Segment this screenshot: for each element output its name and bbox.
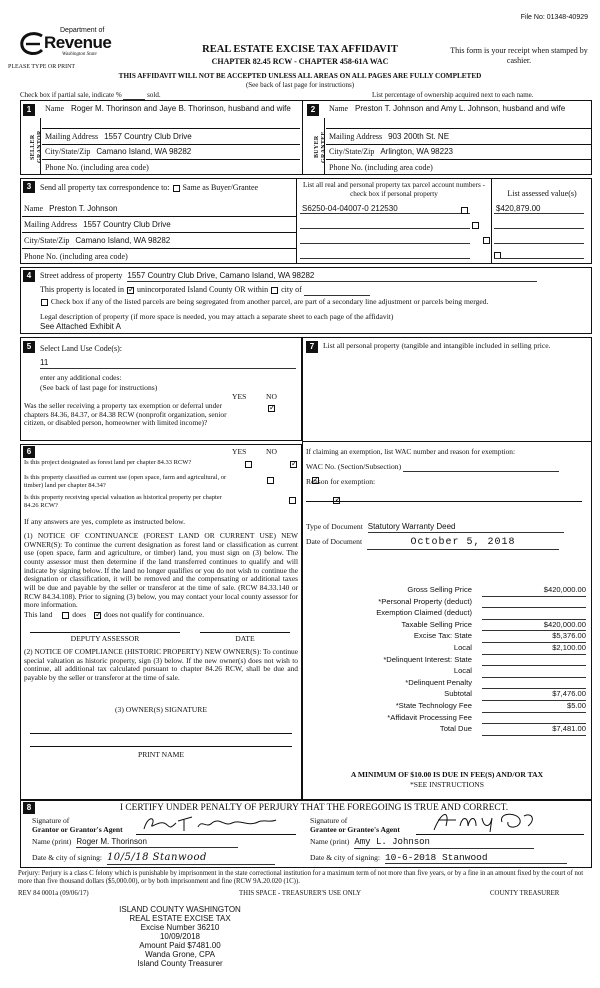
please-type: PLEASE TYPE OR PRINT bbox=[8, 64, 76, 70]
s3-city-row bbox=[24, 236, 170, 246]
section-8-number: 8 bbox=[23, 802, 35, 814]
same-as-buyer-label: Same as Buyer/Grantee bbox=[182, 183, 259, 192]
same-as-buyer-checkbox[interactable] bbox=[173, 185, 180, 192]
tax-row-label: Subtotal bbox=[444, 689, 472, 699]
county-treasurer-label: COUNTY TREASURER bbox=[490, 890, 560, 897]
s3-address-label: Mailing Address bbox=[24, 220, 78, 229]
stamp-line: Amount Paid $7481.00 bbox=[139, 940, 221, 950]
tax-row-label: Gross Selling Price bbox=[407, 585, 472, 594]
doc-type-value[interactable]: Statutory Warranty Deed bbox=[368, 522, 564, 533]
buyer-address-value[interactable]: 903 200th St. NE bbox=[388, 132, 450, 141]
stamp-line: Island County Treasurer bbox=[137, 958, 223, 968]
section-2-number: 2 bbox=[307, 104, 319, 116]
seller-phone-label[interactable]: Phone No. (including area code) bbox=[45, 163, 149, 172]
parcel-2-personal-checkbox[interactable] bbox=[472, 222, 479, 229]
exemption-question: Was the seller receiving a property tax exemption or deferral under chapters 84.36, 84.37, or 84.38 RCW (nonprofit organization, senior citizen, or disabled person, homeowner with limited income)? bbox=[24, 401, 227, 428]
current-use-question: Is this property classified as current use (open space, farm and agricultural, or timber) land per chapter 84.34? bbox=[24, 474, 227, 489]
s6-no-label: NO bbox=[266, 447, 277, 456]
street-address-row bbox=[40, 271, 580, 282]
additional-codes-label: enter any additional codes: bbox=[40, 373, 122, 382]
tax-row-value[interactable] bbox=[482, 655, 586, 667]
grantor-name-row bbox=[32, 837, 238, 848]
forest-question: Is this project designated as forest land per chapter 84.33 RCW? bbox=[24, 459, 192, 466]
tax-row-value[interactable] bbox=[482, 608, 586, 620]
correspondence-label: Send all property tax correspondence to: bbox=[40, 183, 170, 192]
partial-sale-suffix: sold. bbox=[147, 91, 161, 99]
if-yes-note: If any answers are yes, complete as instructed below. bbox=[24, 517, 186, 526]
receipt-note: This form is your receipt when stamped by cashier. bbox=[450, 46, 588, 65]
grantor-sig-label-a: Signature of bbox=[32, 816, 70, 825]
grantee-name-print-label: Name (print) bbox=[310, 837, 350, 846]
buyer-address-label: Mailing Address bbox=[329, 132, 383, 141]
tax-row-value[interactable]: $7,476.00 bbox=[482, 689, 586, 701]
does-not-label: does not qualify for continuance. bbox=[104, 610, 205, 619]
tax-row-label: Exemption Claimed (deduct) bbox=[376, 608, 472, 618]
grantor-agent-label: Grantor or Grantor's Agent bbox=[32, 824, 123, 834]
s5-see-back: (See back of last page for instructions) bbox=[40, 383, 158, 392]
tax-row-value[interactable] bbox=[482, 713, 586, 725]
tax-row bbox=[306, 724, 586, 736]
tax-row bbox=[306, 713, 586, 725]
legal-description-label: Legal description of property (if more space is needed, you may attach a separate sheet to each page of the affidavit) bbox=[40, 312, 394, 321]
seller-address-value[interactable]: 1557 Country Club Drive bbox=[104, 132, 192, 141]
stamp-line: Wanda Grone, CPA bbox=[145, 949, 215, 959]
parcel-1-personal-checkbox[interactable] bbox=[461, 207, 468, 214]
tax-row-value[interactable]: $5.00 bbox=[482, 701, 586, 713]
certify-statement: I CERTIFY UNDER PENALTY OF PERJURY THAT THE FOREGOING IS TRUE AND CORRECT. bbox=[119, 803, 509, 813]
located-label: This property is located in bbox=[40, 285, 124, 294]
stamp-line: 10/09/2018 bbox=[159, 931, 201, 941]
does-label: does bbox=[72, 610, 87, 619]
grantee-signature-label bbox=[310, 817, 400, 834]
logo-word: Revenue bbox=[44, 33, 112, 52]
seller-name-value[interactable]: Roger M. Thorinson and Jaye B. Thorinson, husband and wife bbox=[71, 104, 291, 113]
grantor-date-row bbox=[32, 852, 275, 865]
tax-row-label: *Delinquent Penalty bbox=[405, 677, 472, 687]
street-address-label: Street address of property bbox=[40, 271, 123, 280]
section-7-number: 7 bbox=[306, 341, 318, 353]
tax-row-label: Local bbox=[453, 666, 472, 676]
seller-city-value[interactable]: Camano Island, WA 98282 bbox=[96, 147, 192, 156]
buyer-city-row bbox=[329, 147, 453, 157]
grantor-name-print-label: Name (print) bbox=[32, 837, 72, 846]
s6-yes-label: YES bbox=[232, 447, 247, 456]
buyer-phone-label[interactable]: Phone No. (including area code) bbox=[329, 163, 433, 172]
wac-claim-label: If claiming an exemption, list WAC number and reason for exemption: bbox=[306, 447, 516, 456]
buyer-name-row bbox=[329, 104, 587, 114]
wac-no-row bbox=[306, 462, 559, 472]
grantee-signature-line[interactable] bbox=[416, 834, 584, 835]
tax-row-label: *Personal Property (deduct) bbox=[378, 596, 472, 606]
assessor-date-label: DATE bbox=[235, 634, 255, 643]
stamp-line: ISLAND COUNTY WASHINGTON bbox=[119, 905, 241, 914]
does-qualify-checkbox[interactable] bbox=[62, 612, 69, 619]
tax-row-value[interactable]: $420,000.00 bbox=[482, 585, 586, 597]
tax-row-value[interactable]: $2,100.00 bbox=[482, 643, 586, 655]
doc-date-label: Date of Document bbox=[306, 537, 363, 546]
buyer-city-value[interactable]: Arlington, WA 98223 bbox=[380, 147, 453, 156]
grantee-date-label: Date & city of signing: bbox=[310, 853, 381, 862]
compliance-notice: (2) NOTICE OF COMPLIANCE (HISTORIC PROPERTY) NEW OWNER(S): To continue special valuation as historic property, sign (3) below. If the new owner(s) does not wish to continue, all additional tax calculated pursuant to chapter 84.26 RCW, shall be due and payable by the seller or transferor at the time of sale. bbox=[24, 647, 298, 682]
ownership-pct-note: List percentage of ownership acquired next to each name. bbox=[372, 91, 534, 99]
s5-no-label: NO bbox=[266, 392, 277, 401]
tax-row bbox=[306, 643, 586, 655]
tax-row bbox=[306, 620, 586, 632]
seller-address-row bbox=[45, 132, 192, 142]
city-of-checkbox[interactable] bbox=[271, 287, 278, 294]
legal-description-value[interactable]: See Attached Exhibit A bbox=[40, 322, 121, 331]
tax-row-label: Total Due bbox=[439, 724, 472, 734]
s3-city-label: City/State/Zip bbox=[24, 236, 70, 245]
current-use-yes-checkbox[interactable] bbox=[267, 477, 274, 484]
minimum-fee-note: A MINIMUM OF $10.00 IS DUE IN FEE(S) AND/OR TAX bbox=[350, 770, 544, 779]
tax-row-label: *Affidavit Processing Fee bbox=[387, 712, 472, 722]
grantor-date-value[interactable]: 10/5/18 Stanwood bbox=[107, 852, 275, 865]
see-back-note: (See back of last page for instructions) bbox=[245, 81, 355, 89]
tax-row-value[interactable]: $7,481.00 bbox=[482, 724, 586, 736]
grantee-date-row bbox=[310, 852, 567, 864]
tax-row bbox=[306, 701, 586, 713]
tax-row-value[interactable] bbox=[482, 678, 586, 690]
seller-city-row bbox=[45, 147, 191, 157]
tax-row bbox=[306, 689, 586, 701]
logo-line1: Department of bbox=[60, 27, 105, 34]
section-3-number: 3 bbox=[23, 181, 35, 193]
tax-row bbox=[306, 585, 586, 597]
personal-property-label: List all personal property (tangible and intangible included in selling price. bbox=[323, 341, 551, 350]
grantee-name-value[interactable]: Amy L. Johnson bbox=[354, 837, 534, 849]
treasurer-space-label: THIS SPACE - TREASURER'S USE ONLY bbox=[239, 890, 361, 897]
tax-row-value[interactable]: $420,000.00 bbox=[482, 620, 586, 632]
dor-logo bbox=[16, 24, 126, 64]
tax-row bbox=[306, 678, 586, 690]
city-of-label: city of bbox=[281, 285, 302, 294]
form-title: REAL ESTATE EXCISE TAX AFFIDAVIT bbox=[202, 44, 398, 55]
owner-signature-label: (3) OWNER(S) SIGNATURE bbox=[115, 705, 207, 714]
parcel-header: List all real and personal property tax parcel account numbers - check box if personal property bbox=[302, 181, 485, 198]
tax-row bbox=[306, 631, 586, 643]
logo-swoosh-icon bbox=[18, 30, 46, 58]
exemption-reason-label: Reason for exemption: bbox=[306, 477, 376, 486]
logo-line3: Washington State bbox=[62, 52, 97, 57]
seller-side-label: SELLER GRANTOR bbox=[30, 130, 44, 164]
grantee-sig-label-a: Signature of bbox=[310, 816, 348, 825]
does-not-qualify-checkbox[interactable] bbox=[94, 612, 101, 619]
segregated-label: Check box if any of the listed parcels are being segregated from another parcel, are part of a secondary line adjustment or parcels being merged. bbox=[50, 297, 489, 306]
land-use-value[interactable]: 11 bbox=[40, 358, 296, 369]
tax-row-value[interactable]: $5,376.00 bbox=[482, 631, 586, 643]
parcel-1-value[interactable]: $420,879.00 bbox=[496, 204, 541, 213]
this-land-label: This land bbox=[24, 610, 53, 619]
s3-address-row bbox=[24, 220, 171, 230]
forest-yes-checkbox[interactable] bbox=[245, 461, 252, 468]
assessed-header: List assessed value(s) bbox=[507, 189, 577, 198]
s3-city-value[interactable]: Camano Island, WA 98282 bbox=[75, 236, 171, 245]
perjury-statement: Perjury: Perjury is a class C felony which is punishable by imprisonment in the state correctional institution for a maximum term of not more than five years, or by a fine in an amount fixed by the court of not more than five thousand dollars ($5,000.00), or by both imprisonment and fine (RCW 9A.20.020 (1C)). bbox=[18, 870, 584, 886]
buyer-side-label: BUYER GRANTEE bbox=[314, 131, 328, 163]
tax-row-label: Excise Tax: State bbox=[413, 631, 472, 641]
s3-address-value[interactable]: 1557 Country Club Drive bbox=[83, 220, 171, 229]
form-revision: REV 84 0001a (09/06/17) bbox=[18, 890, 89, 897]
tax-row bbox=[306, 608, 586, 620]
segregated-checkbox[interactable] bbox=[41, 299, 48, 306]
print-name-label: PRINT NAME bbox=[137, 750, 185, 759]
seller-address-label: Mailing Address bbox=[45, 132, 99, 141]
wac-no-label: WAC No. (Section/Subsection) bbox=[306, 462, 402, 471]
doc-type-label: Type of Document bbox=[306, 522, 363, 531]
warning-text: THIS AFFIDAVIT WILL NOT BE ACCEPTED UNLESS ALL AREAS ON ALL PAGES ARE FULLY COMPLETED bbox=[118, 72, 482, 80]
section-6-number: 6 bbox=[23, 446, 35, 458]
tax-row bbox=[306, 597, 586, 609]
grantee-date-value[interactable]: 10-6-2018 Stanwood bbox=[385, 852, 567, 864]
grantor-name-value[interactable]: Roger M. Thorinson bbox=[76, 837, 238, 848]
parcel-rows bbox=[300, 200, 588, 262]
located-row bbox=[40, 285, 370, 296]
tax-row-label: Local bbox=[453, 642, 472, 652]
grantee-signature-icon bbox=[428, 808, 538, 834]
stamp-line: REAL ESTATE EXCISE TAX bbox=[129, 913, 231, 923]
tax-row-label: *State Technology Fee bbox=[395, 700, 472, 710]
tax-row-value[interactable] bbox=[482, 597, 586, 609]
seller-name-label: Name bbox=[45, 104, 65, 113]
partial-sale bbox=[20, 91, 161, 100]
owner-signature-line[interactable] bbox=[30, 733, 292, 734]
continuance-notice: (1) NOTICE OF CONTINUANCE (FOREST LAND OR CURRENT USE) NEW OWNER(S): To continue the current designation as forest land or classification as current use (open space, farm and agriculture, or timber) land, you must sign on (3) below. The county assessor must then determine if the land transferred continues to qualify and will indicate by signing below. If the land no longer qualifies or you do not wish to continue the designation or classification, it will be removed and the compensating or additional taxes will be due and payable by the seller or transferor at the time of sale. (RCW 84.33.140 or RCW 84.34.108). Prior to signing (3) below, you may contact your local county assessor for more information. bbox=[24, 531, 298, 610]
tax-row bbox=[306, 655, 586, 667]
partial-sale-label: Check box if partial sale, indicate % bbox=[20, 91, 122, 99]
unincorporated-checkbox[interactable] bbox=[127, 287, 134, 294]
file-number: File No: 01348-40929 bbox=[520, 14, 588, 21]
grantee-name-row bbox=[310, 837, 534, 849]
qualify-row bbox=[24, 610, 204, 619]
section-5-number: 5 bbox=[23, 341, 35, 353]
grantor-signature-label bbox=[32, 817, 123, 834]
s3-phone-label[interactable]: Phone No. (including area code) bbox=[24, 252, 128, 261]
forest-no-checkbox[interactable] bbox=[290, 461, 297, 468]
stamp-line: Excise Number 36210 bbox=[140, 922, 220, 932]
street-address-value[interactable]: 1557 Country Club Drive, Camano Island, WA 98282 bbox=[127, 271, 537, 282]
buyer-name-value[interactable]: Preston T. Johnson and Amy L. Johnson, husband and wife bbox=[355, 104, 566, 113]
tax-row bbox=[306, 666, 586, 678]
unincorporated-label: unincorporated Island County OR within bbox=[136, 285, 269, 294]
historic-question: Is this property receiving special valuation as historical property per chapter 84.26 RCW? bbox=[24, 494, 222, 509]
section-4-number: 4 bbox=[23, 270, 35, 282]
treasurer-stamp bbox=[100, 906, 260, 969]
grantor-signature-icon bbox=[140, 813, 280, 835]
land-use-label: Select Land Use Code(s): bbox=[40, 344, 122, 353]
form-subtitle: CHAPTER 82.45 RCW - CHAPTER 458-61A WAC bbox=[211, 57, 389, 66]
doc-date-row bbox=[306, 537, 559, 550]
deputy-assessor-label: DEPUTY ASSESSOR bbox=[70, 634, 140, 643]
s5-exemption-no-checkbox[interactable] bbox=[268, 405, 275, 412]
tax-table bbox=[306, 585, 586, 736]
doc-date-value[interactable]: October 5, 2018 bbox=[367, 537, 559, 550]
s5-yes-label: YES bbox=[232, 392, 247, 401]
s3-name-value[interactable]: Preston T. Johnson bbox=[49, 204, 118, 213]
tax-row-label: *Delinquent Interest: State bbox=[383, 654, 472, 664]
seller-name-row bbox=[45, 104, 300, 114]
parcel-3-personal-checkbox[interactable] bbox=[483, 237, 490, 244]
segregated-row bbox=[40, 297, 588, 306]
seller-city-label: City/State/Zip bbox=[45, 147, 91, 156]
s3-name-label: Name bbox=[24, 204, 44, 213]
buyer-name-label: Name bbox=[329, 104, 349, 113]
grantor-date-label: Date & city of signing: bbox=[32, 853, 103, 862]
grantee-agent-label: Grantee or Grantee's Agent bbox=[310, 824, 400, 834]
correspondence-row bbox=[40, 183, 258, 193]
doc-type-row bbox=[306, 522, 564, 533]
tax-row-value[interactable] bbox=[482, 666, 586, 678]
buyer-city-label: City/State/Zip bbox=[329, 147, 375, 156]
see-instructions-note: *SEE INSTRUCTIONS bbox=[409, 780, 485, 789]
section-1-number: 1 bbox=[23, 104, 35, 116]
tax-row-label: Taxable Selling Price bbox=[401, 619, 472, 629]
historic-yes-checkbox[interactable] bbox=[289, 497, 296, 504]
s3-name-row bbox=[24, 204, 117, 214]
parcel-1-number[interactable]: S6250-04-04007-0 212530 bbox=[302, 204, 398, 213]
buyer-address-row bbox=[329, 132, 449, 142]
